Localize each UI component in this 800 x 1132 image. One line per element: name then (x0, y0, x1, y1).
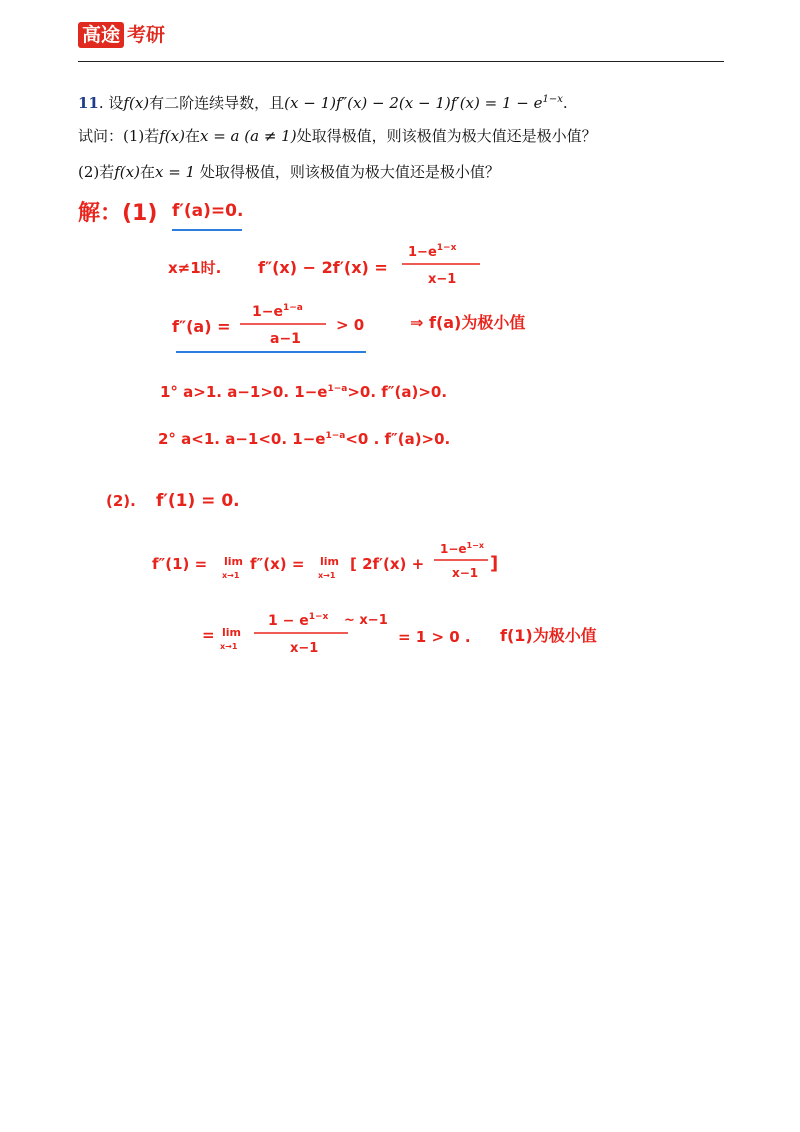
problem-text: 在 (139, 163, 155, 181)
problem-text: 在 (184, 127, 200, 145)
math-fx: f(x) (114, 163, 140, 181)
closing-bracket: ] (490, 553, 499, 574)
fraction-denominator: x−1 (452, 566, 479, 580)
lim-operator: lim (222, 626, 242, 639)
problem-text: 处取得极值，则该极值为极大值还是极小值？ (296, 127, 597, 145)
fraction-numerator: $1 - e^{1-x}$ (268, 612, 329, 629)
math-condition: x = 1 (154, 163, 196, 181)
math-exponent: 1−x (542, 94, 563, 105)
question-part-2: (2)若 (78, 163, 115, 181)
solve-label: 解：(1) (78, 201, 158, 226)
step-fsecond-a: f″(a) = (172, 317, 231, 336)
fraction-numerator: $1-e^{1-a}$ (252, 303, 303, 320)
step-fprime-a: f′(a)=0. (172, 201, 244, 221)
equals-sign: = (202, 626, 215, 644)
problem-text: 处取得极值，则该极值为极大值还是极小值？ (195, 163, 500, 181)
lim-operator: lim (224, 555, 244, 568)
lim-operator: lim (320, 555, 340, 568)
question-number: 11 (78, 94, 99, 112)
step-positive: > 0 (336, 316, 365, 334)
problem-text: 有二阶连续导数，且 (149, 94, 285, 112)
logo-mark: 高途 (78, 22, 124, 48)
fraction-denominator: x−1 (428, 272, 457, 287)
equivalence-note: ~ x−1 (344, 613, 388, 628)
lim-subscript: x→1 (222, 571, 240, 580)
math-equation: (x − 1)f″(x) − 2(x − 1)f′(x) = 1 − e (284, 94, 543, 112)
limit-bracket-term: [ 2f′(x) + (350, 555, 425, 573)
step-conclusion: ⇒ f(a)为极小值 (410, 313, 526, 332)
logo-text: 考研 (127, 24, 166, 46)
math-fx: f(x) (123, 94, 150, 112)
limit-term: f″(x) = (250, 555, 305, 573)
lim-subscript: x→1 (220, 642, 238, 651)
problem-text: . 设 (98, 94, 124, 112)
step-condition: x≠1时. (168, 259, 222, 277)
fraction-numerator: $1-e^{1-x}$ (440, 541, 484, 556)
fraction-denominator: x−1 (290, 641, 319, 656)
limit-lhs: f″(1) = (152, 555, 208, 573)
lim-subscript: x→1 (318, 571, 336, 580)
math-fx: f(x) (159, 127, 185, 145)
question-part-1: 试问：(1)若 (78, 127, 160, 145)
part-2-label: (2). (106, 492, 136, 510)
step-fprime-1: f′(1) = 0. (156, 491, 240, 511)
step-diff-equation: f″(x) − 2f′(x) = (258, 258, 388, 277)
fraction-numerator: $1-e^{1-x}$ (408, 243, 457, 260)
fraction-denominator: a−1 (270, 331, 301, 347)
limit-result: = 1 > 0 . (398, 628, 471, 646)
math-condition: x = a (a ≠ 1) (199, 127, 297, 145)
case-1: 1° a>1. a−1>0. $1-e^{1-a}>0$. f″(a)>0. (160, 383, 448, 401)
case-2: 2° a<1. a−1<0. $1-e^{1-a}<0$ . f″(a)>0. (158, 430, 451, 448)
final-conclusion: f(1)为极小值 (500, 626, 597, 645)
problem-text: . (562, 94, 568, 112)
